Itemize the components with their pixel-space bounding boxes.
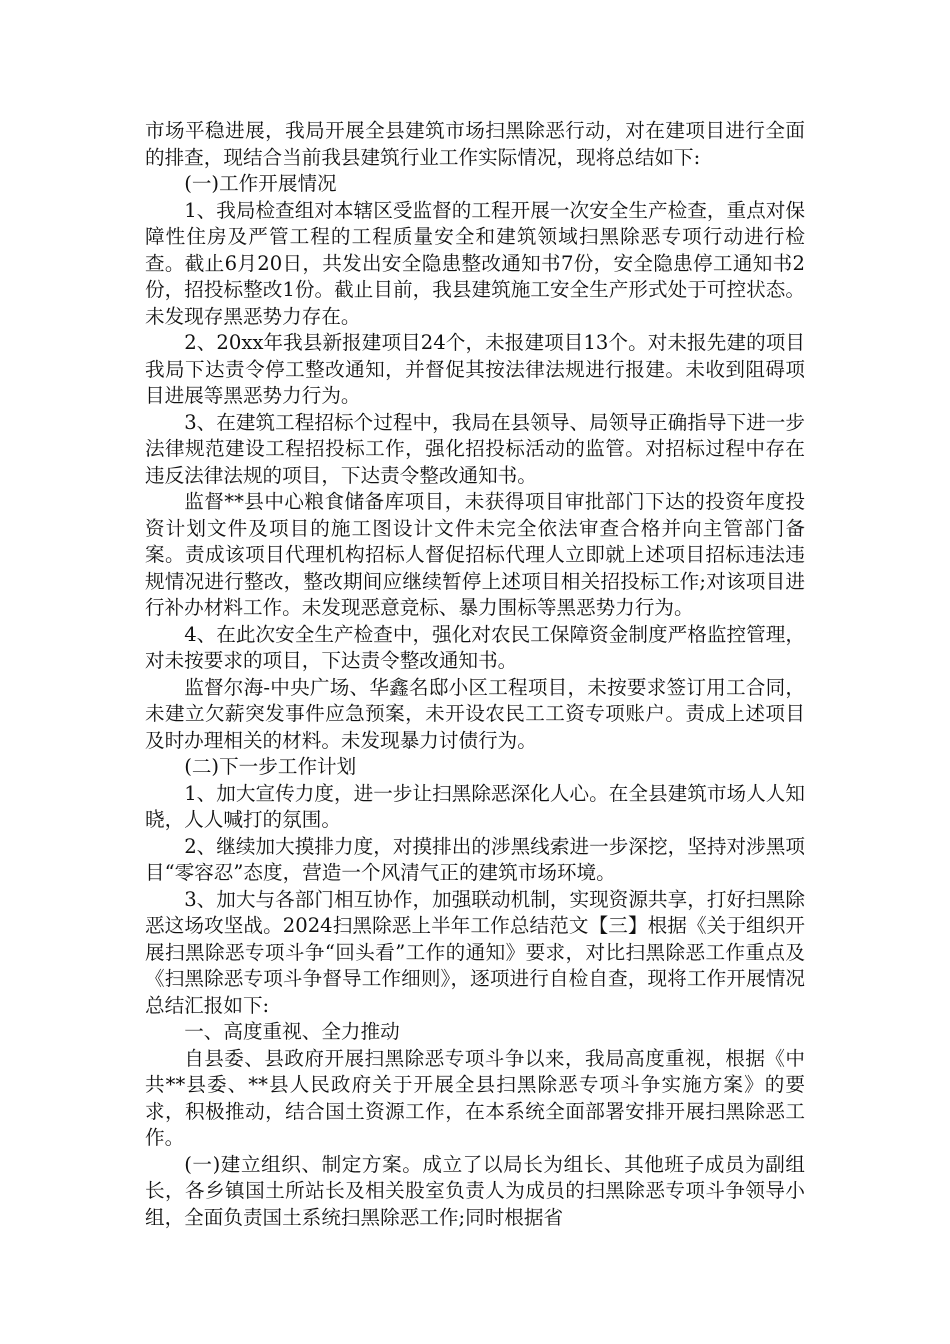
paragraph: 3、在建筑工程招标个过程中，我局在县领导、局领导正确指导下进一步法律规范建设工程招投标工作，强化招投标活动的监管。对招标过程中存在违反法律法规的项目，下达责令整改通知书。 [145,410,805,487]
paragraph: 3、加大与各部门相互协作，加强联动机制，实现资源共享，打好扫黑除恶这场攻坚战。2024扫黑除恶上半年工作总结范文【三】根据《关于组织开展扫黑除恶专项斗争“回头看”工作的通知》要求，对比扫黑除恶工作重点及《扫黑除恶专项斗争督导工作细则》，逐项进行自检自查，现将工作开展情况总结汇报如下: [145,887,805,1017]
document-body [145,118,805,1231]
paragraph: 监督尔海-中央广场、华鑫名邸小区工程项目，未按要求签订用工合同，未建立欠薪突发事件应急预案，未开设农民工工资专项账户。责成上述项目及时办理相关的材料。未发现暴力讨债行为。 [145,675,805,752]
paragraph: 1、我局检查组对本辖区受监督的工程开展一次安全生产检查，重点对保障性住房及严管工程的工程质量安全和建筑领域扫黑除恶专项行动进行检查。截止6月20日，共发出安全隐患整改通知书7份，安全隐患停工通知书2份，招投标整改1份。截止目前，我县建筑施工安全生产形式处于可控状态。未发现存黑恶势力存在。 [145,198,805,328]
paragraph: 监督**县中心粮食储备库项目，未获得项目审批部门下达的投资年度投资计划文件及项目的施工图设计文件未完全依法审查合格并向主管部门备案。责成该项目代理机构招标人督促招标代理人立即就上述项目招标违法违规情况进行整改，整改期间应继续暂停上述项目相关招投标工作;对该项目进行补办材料工作。未发现恶意竞标、暴力围标等黑恶势力行为。 [145,490,805,619]
paragraph: 2、继续加大摸排力度，对摸排出的涉黑线索进一步深挖，坚持对涉黑项目“零容忍”态度，营造一个风清气正的建筑市场环境。 [145,834,805,884]
section-heading: 一、高度重视、全力推动 [184,1020,400,1043]
paragraph: 市场平稳进展，我局开展全县建筑市场扫黑除恶行动，对在建项目进行全面的排查，现结合当前我县建筑行业工作实际情况，现将总结如下: [145,119,805,169]
paragraph: (一)建立组织、制定方案。成立了以局长为组长、其他班子成员为副组长，各乡镇国土所站长及相关股室负责人为成员的扫黑除恶专项斗争领导小组，全面负责国土系统扫黑除恶工作;同时根据省 [145,1152,805,1229]
paragraph: 4、在此次安全生产检查中，强化对农民工保障资金制度严格监控管理，对未按要求的项目，下达责令整改通知书。 [145,622,805,672]
paragraph: 2、20xx年我县新报建项目24个，未报建项目13个。对未报先建的项目我局下达责令停工整改通知，并督促其按法律法规进行报建。未收到阻碍项目进展等黑恶势力行为。 [145,331,805,407]
section-heading: (二)下一步工作计划 [184,755,357,778]
section-heading: (一)工作开展情况 [184,172,337,195]
paragraph: 自县委、县政府开展扫黑除恶专项斗争以来，我局高度重视，根据《中共**县委、**县人民政府关于开展全县扫黑除恶专项斗争实施方案》的要求，积极推动，结合国土资源工作，在本系统全面部署安排开展扫黑除恶工作。 [145,1046,805,1149]
paragraph: 1、加大宣传力度，进一步让扫黑除恶深化人心。在全县建筑市场人人知晓，人人喊打的氛围。 [145,781,805,831]
